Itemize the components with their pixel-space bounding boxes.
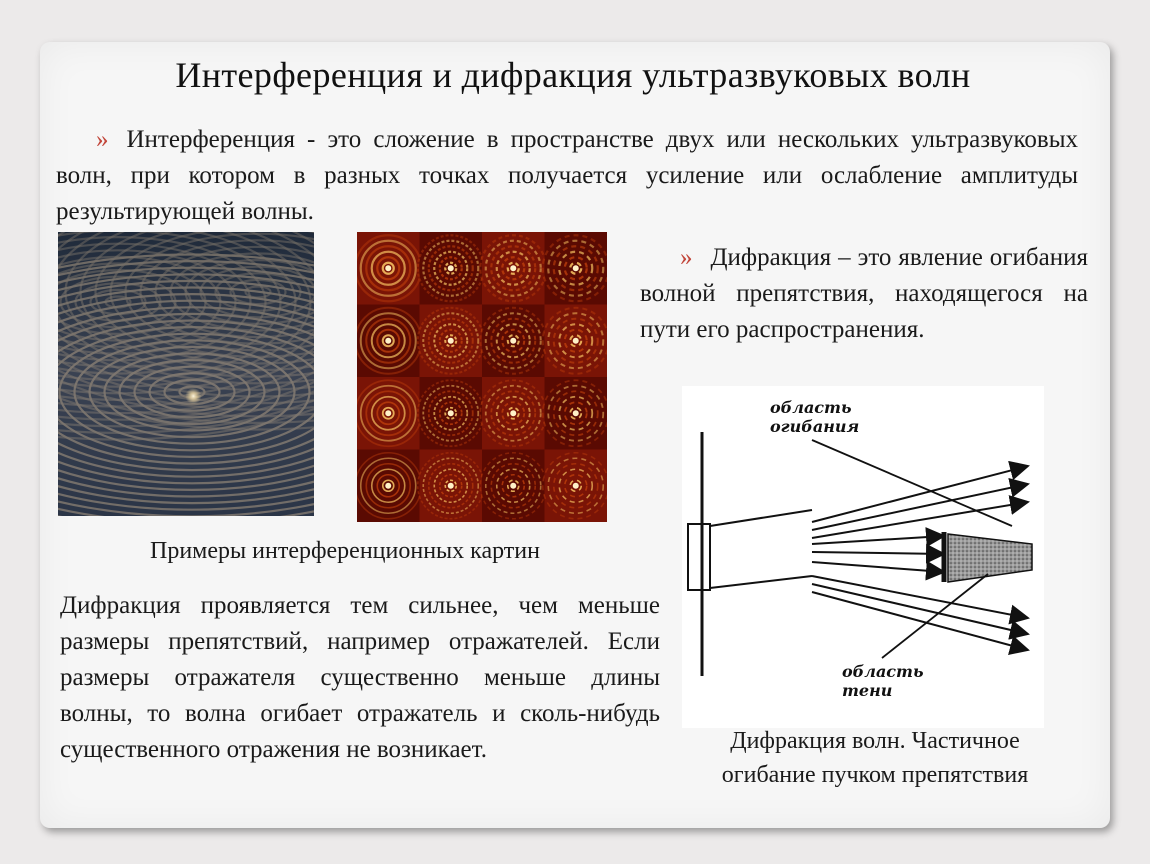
diffraction-definition-text: Дифракция – это явление огибания волной препятствия, находящегося на пути его распространения. <box>640 244 1088 343</box>
label-bend-area: область огибания <box>770 398 860 436</box>
interference-definition <box>56 122 1078 230</box>
water-ripple-image <box>58 232 314 516</box>
interference-text: Интерференция - это сложение в пространстве двух или нескольких ультразвуковых волн, при котором в разных точках получается усиление или ослабление амплитуды результирующей волны. <box>56 126 1078 225</box>
label-shadow-area: область тени <box>842 662 924 700</box>
slide-title: Интерференция и дифракция ультразвуковых волн <box>175 55 971 95</box>
bullet-marker: » <box>96 126 109 153</box>
diffraction-definition <box>640 240 1088 348</box>
diffraction-diagram <box>682 386 1044 728</box>
diagram-caption: Дифракция волн. Частичное огибание пучком препятствия <box>721 728 1029 788</box>
diffraction-detail: Дифракция проявляется тем сильнее, чем меньше размеры препятствий, например отражателей. Если размеры отражателя существенно меньше длины волны, то волна огибает отражатель и сколь-нибудь существенного отражения не возникает. <box>60 592 660 763</box>
interference-pattern-image <box>357 232 607 522</box>
images-caption: Примеры интерференционных картин <box>150 538 540 564</box>
bullet-marker: » <box>680 244 693 271</box>
